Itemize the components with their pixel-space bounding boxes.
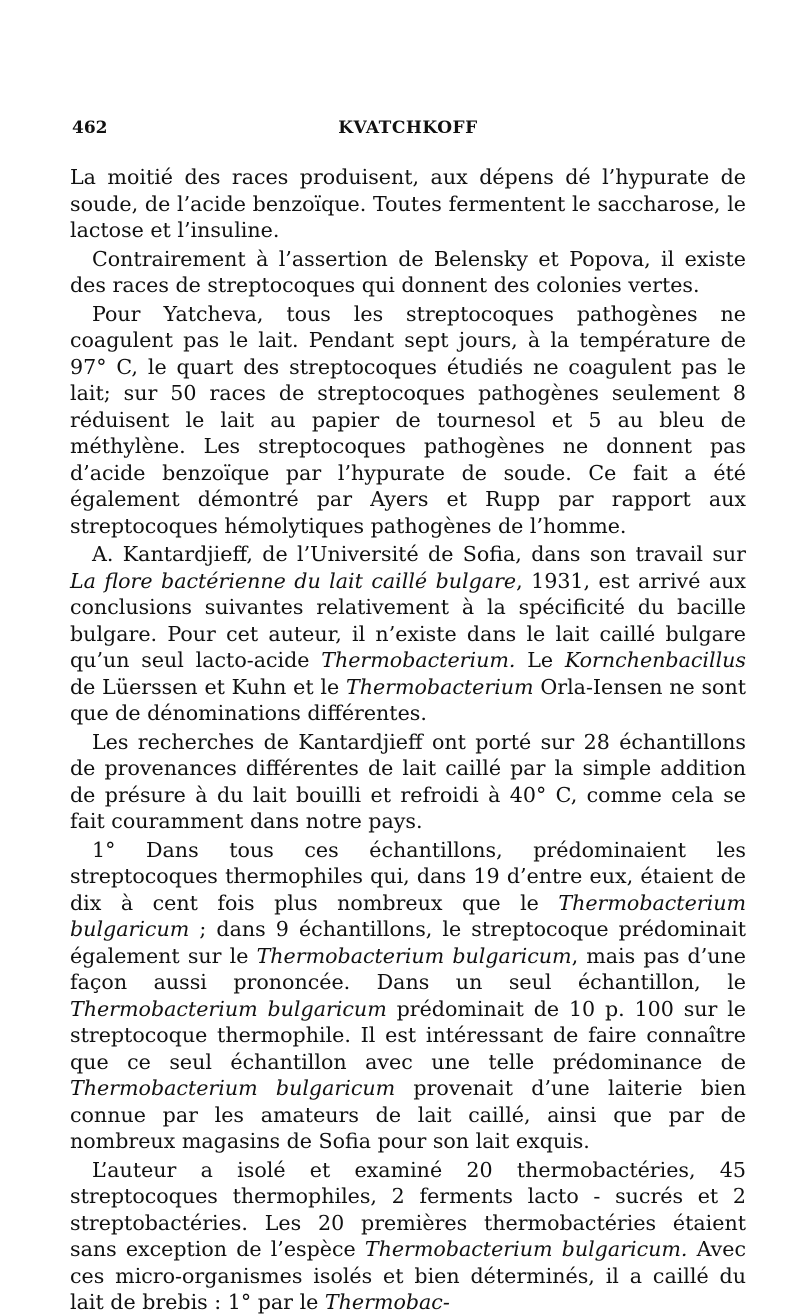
- paragraph: [70, 301, 746, 540]
- page-header: [72, 118, 744, 146]
- text-run: Le: [515, 648, 565, 672]
- page-number: 462: [72, 118, 108, 138]
- italic-text-run: Thermobacterium.: [321, 648, 516, 672]
- body-text: [70, 164, 746, 1316]
- paragraph: [70, 837, 746, 1155]
- paragraph: [70, 1157, 746, 1316]
- text-run: L’auteur a isolé et examiné 20 thermobactéries, 45 streptocoques thermophiles, 2 ferments lacto - sucrés et 2 streptobactéries. Les 20 premières thermobactéries étaient sans exception de l’espèce: [70, 1157, 746, 1261]
- text-run: Orla-Iensen ne sont que de dénominations différentes.: [70, 674, 746, 725]
- italic-text-run: Kornchenbacillus: [564, 648, 746, 672]
- text-run: , mais pas d’une façon aussi prononcée. Dans un seul échantillon, le: [70, 943, 746, 994]
- paragraph: [70, 164, 746, 244]
- italic-text-run: La flore bactérienne du lait caillé bulgare: [70, 568, 517, 593]
- text-run: Les recherches de Kantardjieff ont porté sur 28 échantillons de provenances différentes de lait caillé par la simple addition de présure à du lait bouilli et refroidi à 40° C, comme cela se fait couramment dans notre pays.: [70, 729, 746, 833]
- text-run: provenait d’une laiterie bien connue par les amateurs de lait caillé, ainsi que par de nombreux magasins de Sofia pour son lait exquis.: [70, 1076, 746, 1153]
- paragraph: [70, 246, 746, 299]
- italic-text-run: Thermobac-: [324, 1290, 450, 1314]
- text-run: Avec ces micro-organismes isolés et bien déterminés, il a caillé du lait de brebis : 1° par le: [70, 1237, 746, 1314]
- text-run: ; dans 9 échantillons, le streptocoque prédominait également sur le: [70, 917, 746, 968]
- italic-text-run: Thermobacterium: [345, 674, 534, 699]
- italic-text-run: Thermobacterium bulgaricum: [70, 890, 746, 941]
- text-run: prédominait de 10 p. 100 sur le streptocoque thermophile. Il est intéressant de faire connaître que ce seul échantillon avec une telle prédominance de: [70, 996, 746, 1074]
- text-run: 1° Dans tous ces échantillons, prédominaient les streptocoques thermophiles qui, dans 19 d’entre eux, étaient de dix à cent fois plus nombreux que le: [70, 837, 746, 915]
- paragraph: [70, 541, 746, 727]
- italic-text-run: Thermobacterium bulgaricum: [256, 943, 572, 968]
- italic-text-run: Thermobacterium bulgaricum: [70, 1076, 396, 1100]
- text-run: , 1931, est arrivé aux conclusions suivantes relativement à la spécificité du bacille bulgare. Pour cet auteur, il n’existe dans le lait caillé bulgare qu’un seul lacto-acide: [70, 568, 746, 672]
- text-run: A. Kantardjieff, de l’Université de Sofia, dans son travail sur: [92, 542, 746, 566]
- running-title: KVATCHKOFF: [338, 118, 478, 138]
- text-run: de Lüerssen et Kuhn et le: [70, 674, 346, 699]
- text-run: La moitié des races produisent, aux dépens dé l’hypurate de soude, de l’acide benzoïque. Toutes fermentent le saccharose, le lactose et l’insuline.: [70, 165, 746, 242]
- text-run: Contrairement à l’assertion de Belensky et Popova, il existe des races de streptocoques qui donnent des colonies vertes.: [70, 246, 746, 297]
- italic-text-run: Thermobacterium bulgaricum: [70, 996, 387, 1021]
- paragraph: [70, 729, 746, 835]
- text-run: Pour Yatcheva, tous les streptocoques pathogènes ne coagulent pas le lait. Pendant sept jours, à la température de 97° C, le quart des streptocoques étudiés ne coagulent pas le lait; sur 50 races de streptocoques pathogènes seulement 8 réduisent le lait au papier de tournesol et 5 au bleu de méthylène. Les streptocoques pathogènes ne donnent pas d’acide benzoïque par l’hypurate de soude. Ce fait a été également démontré par Ayers et Rupp par rapport aux streptocoques hémolytiques pathogènes de l’homme.: [70, 301, 746, 538]
- italic-text-run: Thermobacterium bulgaricum.: [364, 1237, 688, 1261]
